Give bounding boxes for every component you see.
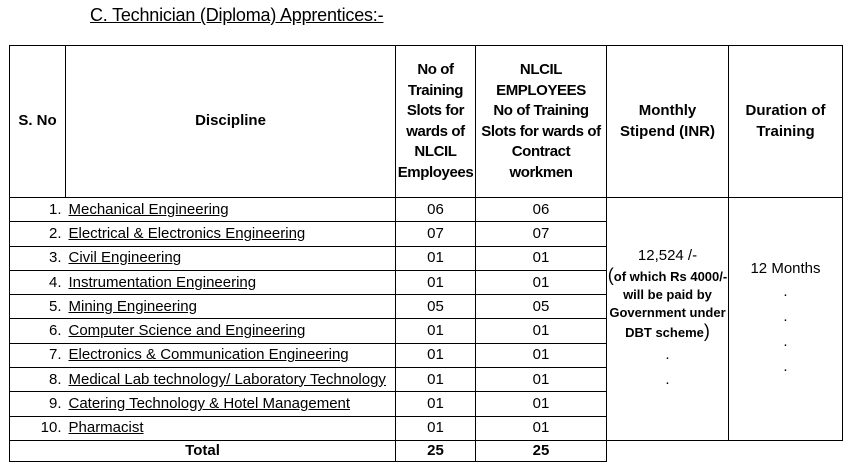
row-sno: 10.: [10, 416, 66, 440]
row-slots-contract: 01: [476, 246, 607, 270]
empty-cell: [729, 440, 843, 461]
row-sno: 8.: [10, 368, 66, 392]
row-discipline: Mechanical Engineering: [66, 198, 396, 222]
header-slots-contract: NLCIL EMPLOYEES No of Training Slots for wards of Contract workmen: [476, 46, 607, 198]
row-sno: 7.: [10, 343, 66, 367]
row-slots-nlcil: 01: [396, 343, 476, 367]
row-discipline: Catering Technology & Hotel Management: [66, 392, 396, 416]
header-sno: S. No: [10, 46, 66, 198]
stipend-cell: [607, 198, 729, 441]
header-slots-nlcil: No of Training Slots for wards of NLCIL Employees: [396, 46, 476, 198]
row-slots-nlcil: 01: [396, 319, 476, 343]
header-discipline: Discipline: [66, 46, 396, 198]
row-sno: 4.: [10, 270, 66, 294]
apprentice-table: [9, 45, 843, 462]
duration-cell: [729, 198, 843, 441]
row-slots-nlcil: 01: [396, 270, 476, 294]
row-sno: 3.: [10, 246, 66, 270]
stipend-amount: 12,524 /-: [637, 246, 698, 264]
row-slots-contract: 01: [476, 416, 607, 440]
row-discipline: Mining Engineering: [66, 295, 396, 319]
row-slots-contract: 01: [476, 392, 607, 416]
row-slots-contract: 01: [476, 319, 607, 343]
row-discipline: Instrumentation Engineering: [66, 270, 396, 294]
row-discipline: Electronics & Communication Engineering: [66, 343, 396, 367]
row-sno: 6.: [10, 319, 66, 343]
row-sno: 5.: [10, 295, 66, 319]
continuation-dots: . . . .: [783, 282, 788, 375]
row-discipline: Electrical & Electronics Engineering: [66, 222, 396, 246]
continuation-dots: . .: [665, 345, 670, 388]
stipend-note: (of which Rs 4000/- will be paid by Government under DBT scheme): [607, 264, 728, 341]
row-slots-contract: 01: [476, 270, 607, 294]
row-discipline: Medical Lab technology/ Laboratory Technology: [66, 368, 396, 392]
duration-value: 12 Months: [750, 259, 821, 277]
header-stipend: Monthly Stipend (INR): [607, 46, 729, 198]
header-row: [10, 46, 843, 198]
row-slots-nlcil: 07: [396, 222, 476, 246]
row-slots-nlcil: 01: [396, 392, 476, 416]
row-discipline: Civil Engineering: [66, 246, 396, 270]
table-row: [10, 198, 843, 222]
row-slots-contract: 01: [476, 368, 607, 392]
total-slots-contract: 25: [476, 440, 607, 461]
row-slots-contract: 01: [476, 343, 607, 367]
row-discipline: Computer Science and Engineering: [66, 319, 396, 343]
row-slots-nlcil: 05: [396, 295, 476, 319]
row-slots-contract: 07: [476, 222, 607, 246]
row-slots-contract: 05: [476, 295, 607, 319]
row-slots-nlcil: 01: [396, 368, 476, 392]
header-duration: Duration of Training: [729, 46, 843, 198]
row-discipline: Pharmacist: [66, 416, 396, 440]
row-slots-nlcil: 01: [396, 416, 476, 440]
total-label: Total: [10, 440, 396, 461]
row-slots-nlcil: 06: [396, 198, 476, 222]
row-slots-nlcil: 01: [396, 246, 476, 270]
total-row: [10, 440, 843, 461]
row-slots-contract: 06: [476, 198, 607, 222]
row-sno: 1.: [10, 198, 66, 222]
section-heading: C. Technician (Diploma) Apprentices:-: [90, 5, 384, 25]
row-sno: 2.: [10, 222, 66, 246]
empty-cell: [607, 440, 729, 461]
row-sno: 9.: [10, 392, 66, 416]
total-slots-nlcil: 25: [396, 440, 476, 461]
